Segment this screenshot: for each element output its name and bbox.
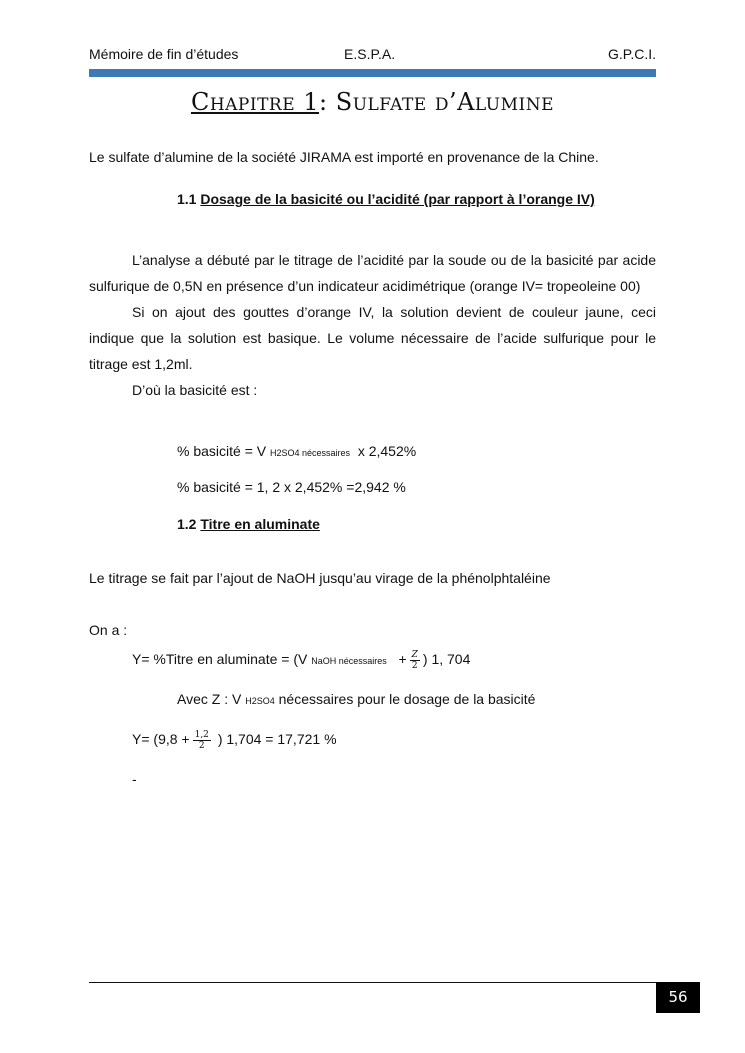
page-number: 56	[656, 982, 700, 1013]
section-1-2-text: Le titrage se fait par l’ajout de NaOH jusqu’au virage de la phénolphtaléine	[89, 570, 551, 586]
header-center: E.S.P.A.	[344, 46, 396, 62]
section-1-2-heading	[177, 516, 320, 532]
avec-z-text: Avec Z : V H2SO4 nécessaires pour le dosage de la basicité	[177, 691, 536, 707]
formula-basicite: % basicité = V H2SO4 nécessaires x 2,452%	[177, 443, 417, 459]
section-1-1-number: 1.1	[177, 191, 197, 207]
section-1-2-number: 1.2	[177, 516, 197, 532]
chapter-label: Chapitre 1	[190, 88, 320, 116]
section-1-2-title: Titre en aluminate	[200, 516, 320, 532]
on-a-text: On a :	[89, 622, 128, 638]
formula-aluminate-result: Y= (9,8 + $\frac{1,2}{2}$ ) 1,704 = 17,721 %	[132, 729, 337, 751]
header-right: G.P.C.I.	[608, 46, 656, 62]
fraction: $\frac{Z}{2}$	[411, 649, 418, 671]
intro-text: Le sulfate d’alumine de la société JIRAMA est importé en provenance de la Chine.	[89, 149, 599, 165]
section-1-1-body	[89, 247, 656, 403]
fraction: $\frac{1,2}{2}$	[194, 729, 209, 751]
chapter-title	[0, 88, 745, 116]
section-1-1-title: Dosage de la basicité ou l’acidité (par rapport à l’orange IV)	[200, 191, 595, 207]
header-left: Mémoire de fin d’études	[89, 46, 239, 62]
formula-basicite-result: % basicité = 1, 2 x 2,452% =2,942 %	[177, 479, 406, 495]
section-1-1-heading	[177, 191, 595, 207]
paragraph: Si on ajout des gouttes d’orange IV, la solution devient de couleur jaune, ceci indique que la solution est basique. Le volume nécessaire de l’acide sulfurique pour le titrage est 1,2ml.	[89, 304, 656, 372]
header-bar	[89, 69, 656, 77]
dash-item: -	[132, 771, 137, 787]
formula-aluminate: Y= %Titre en aluminate = (V NaOH nécessaires + $\frac{Z}{2}$ ) 1, 704	[132, 649, 471, 671]
paragraph: D’où la basicité est :	[132, 382, 258, 398]
chapter-name: : Sulfate d’Alumine	[319, 88, 555, 116]
footer-line	[89, 982, 699, 983]
paragraph: L’analyse a débuté par le titrage de l’acidité par la soude ou de la basicité par acide sulfurique de 0,5N en présence d’un indicateur acidimétrique (orange IV= tropeoleine 00)	[89, 252, 656, 294]
